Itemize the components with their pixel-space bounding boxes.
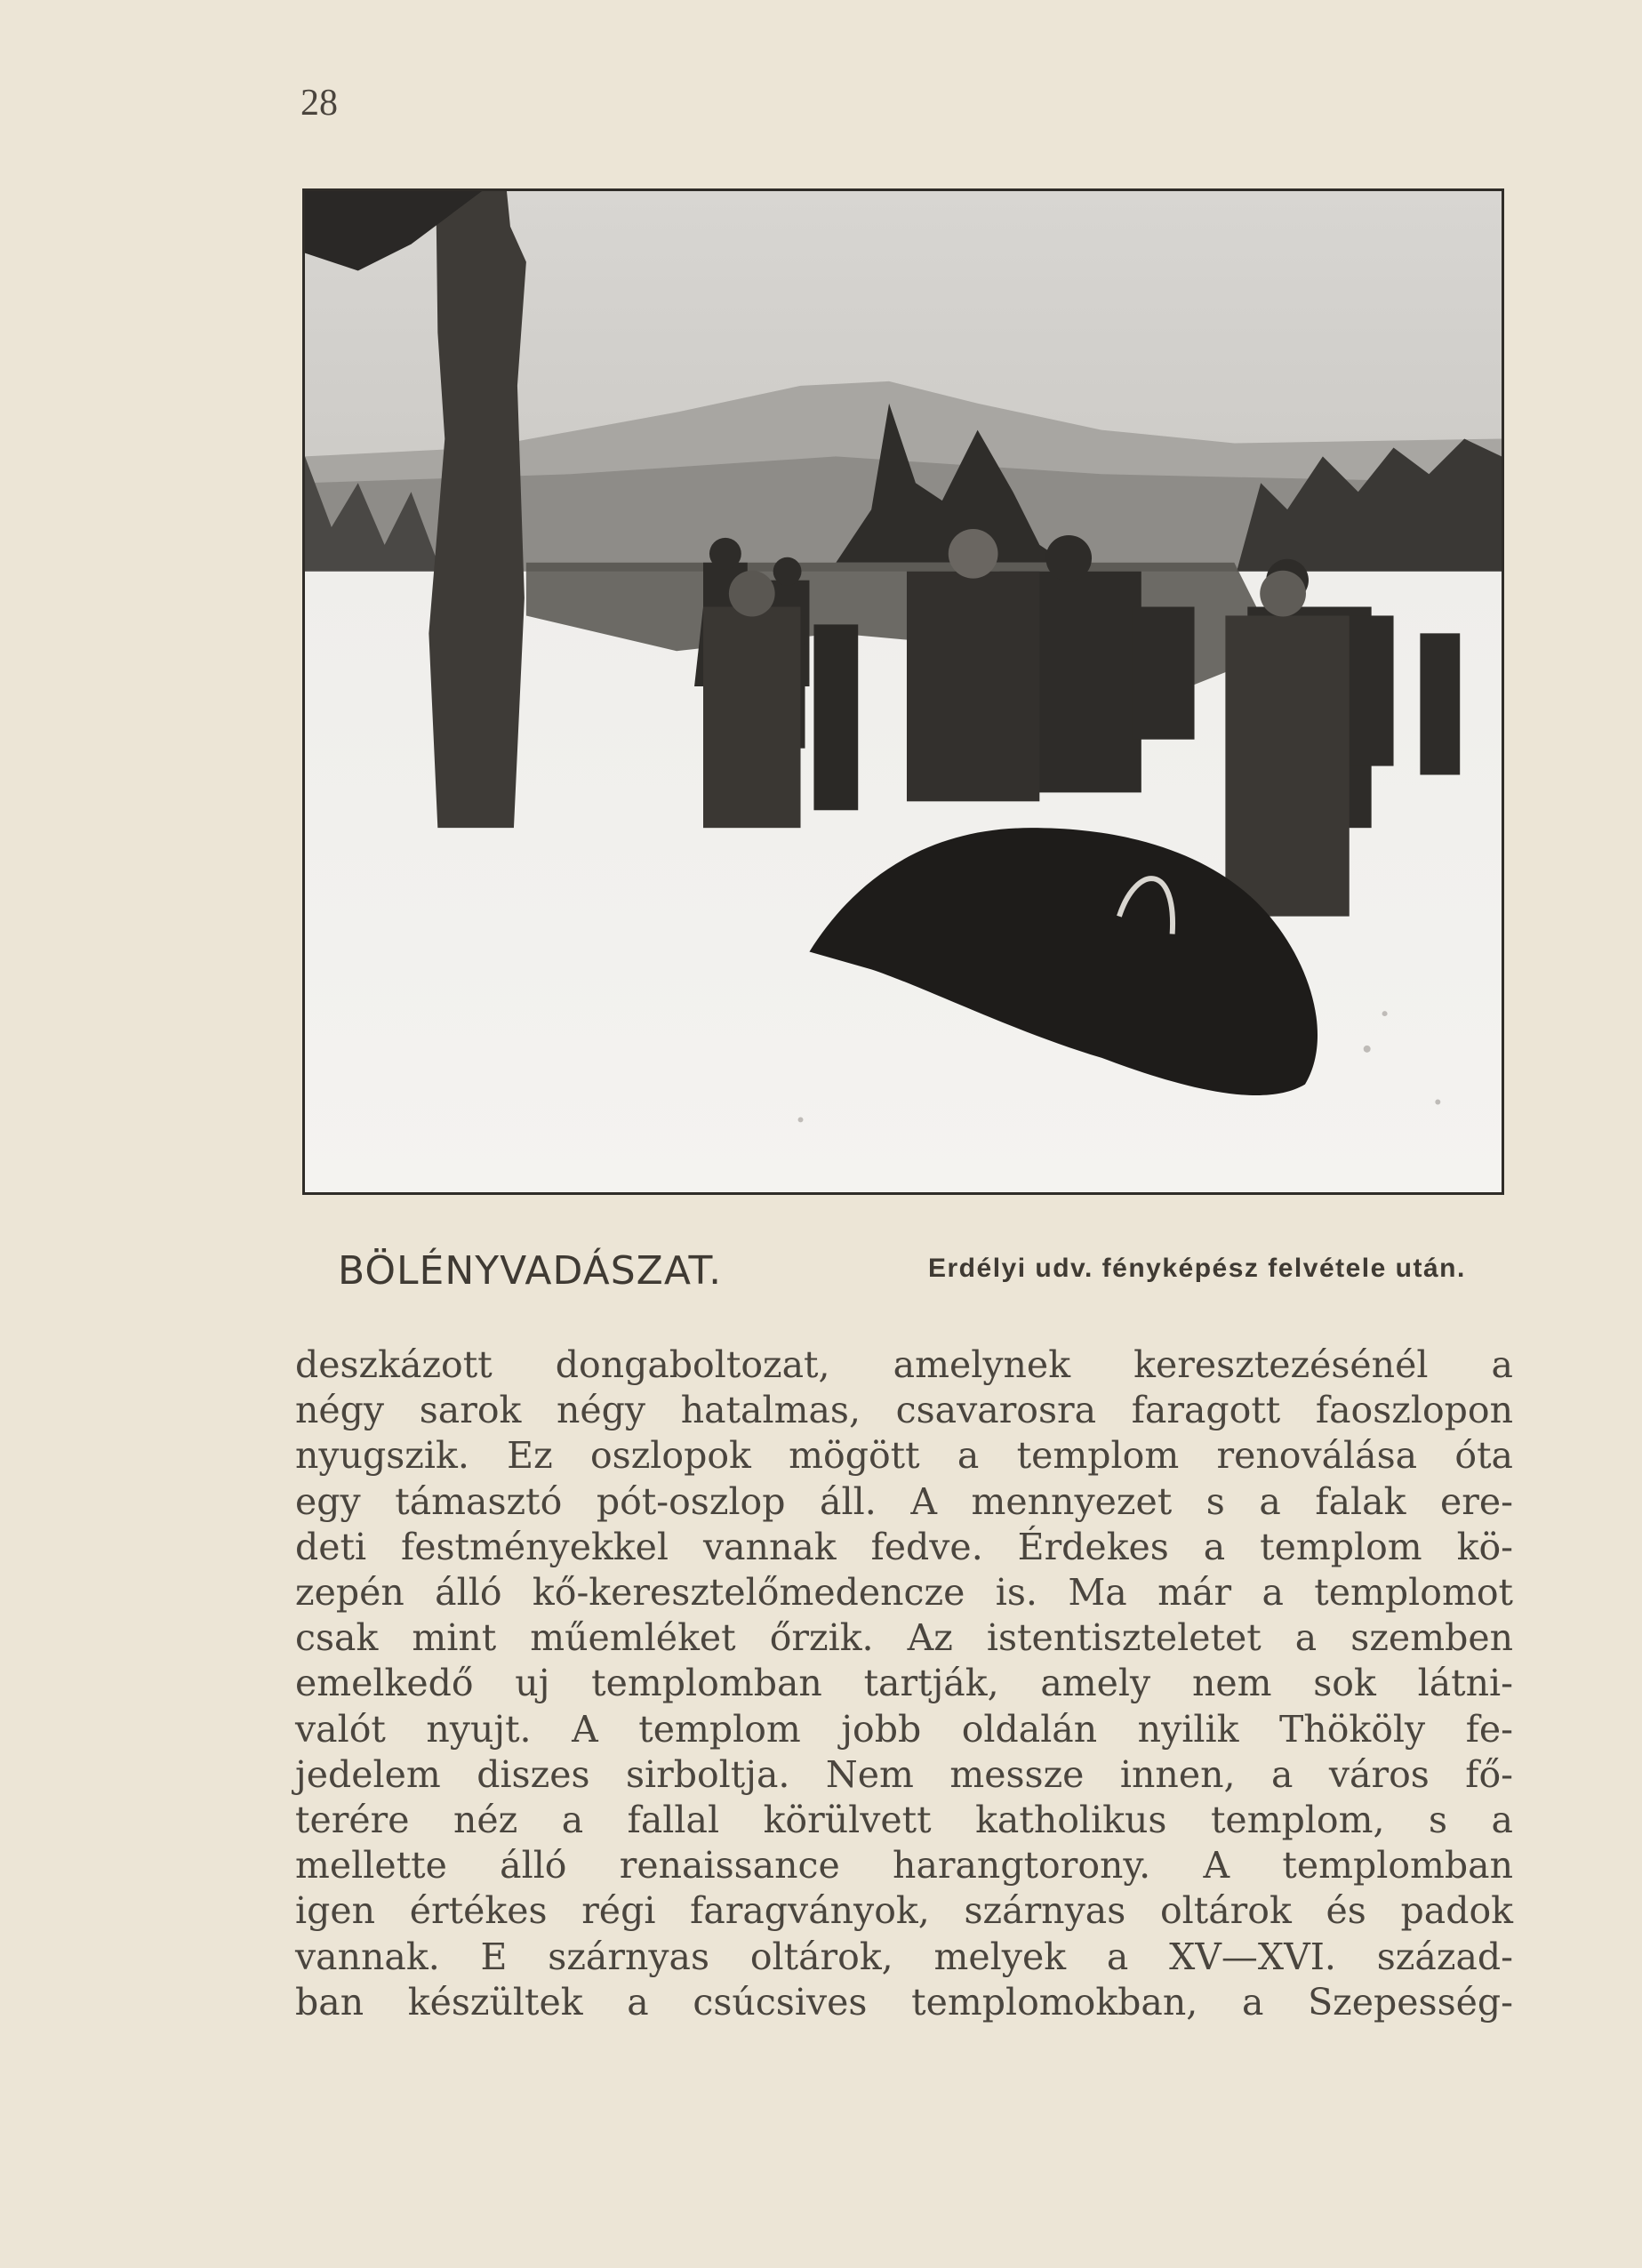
- text-line: nyugszik. Ez oszlopok mögött a templom renoválása óta: [295, 1434, 1513, 1478]
- body-text: [295, 1342, 1513, 2025]
- text-line: igen értékes régi faragványok, szárnyas oltárok és padok: [295, 1889, 1513, 1933]
- figure-caption-title: BÖLÉNYVADÁSZAT.: [338, 1248, 723, 1294]
- text-line: deszkázott dongaboltozat, amelynek keresztezésénél a: [295, 1343, 1513, 1386]
- text-line: ban készültek a csúcsives templomokban, a Szepesség-: [295, 1980, 1513, 2024]
- photo-illustration: [305, 191, 1502, 1192]
- text-line: valót nyujt. A templom jobb oldalán nyilik Thököly fe-: [295, 1707, 1513, 1751]
- text-line: deti festményekkel vannak fedve. Érdekes a templom kö-: [295, 1525, 1513, 1568]
- text-line: zepén álló kő-keresztelőmedencze is. Ma már a templomot: [295, 1571, 1513, 1615]
- text-line: mellette álló renaissance harangtorony. A templomban: [295, 1844, 1513, 1887]
- text-line: jedelem diszes sirboltja. Nem messze innen, a város fő-: [295, 1752, 1513, 1796]
- page-number: 28: [300, 83, 338, 124]
- bison-hunt-photo: [302, 188, 1504, 1195]
- text-line: egy támasztó pót-oszlop áll. A mennyezet s a falak ere-: [295, 1479, 1513, 1523]
- text-line: emelkedő uj templomban tartják, amely nem sok látni-: [295, 1662, 1513, 1705]
- text-line: vannak. E szárnyas oltárok, melyek a XV—XVI. század-: [295, 1935, 1513, 1978]
- text-line: terére néz a fallal körülvett katholikus templom, s a: [295, 1799, 1513, 1842]
- text-line: csak mint műemléket őrzik. Az istentiszteletet a szemben: [295, 1616, 1513, 1660]
- figure-caption-credit: Erdélyi udv. fényképész felvétele után.: [928, 1254, 1466, 1283]
- tree-trunk: [429, 191, 526, 828]
- text-line: négy sarok négy hatalmas, csavarosra faragott faoszlopon: [295, 1389, 1513, 1432]
